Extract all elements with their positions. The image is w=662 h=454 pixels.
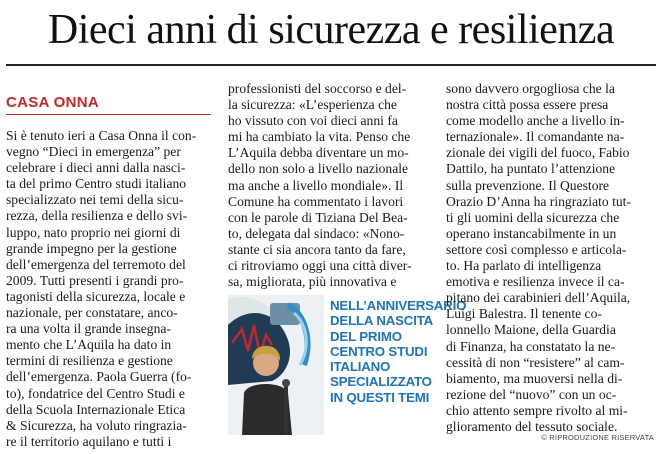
text-line: & Sicurezza, ha voluto ringrazia- [6, 417, 187, 433]
headline-rule [6, 64, 656, 66]
text-line: ternazionale». Il comandante na- [446, 129, 625, 145]
text-line: sulla prevenzione. Il Questore [446, 177, 610, 193]
text-line: rezione del “nuovo” con un oc- [446, 386, 617, 402]
text-line: pitano dei carabinieri dell’Aquila, [446, 290, 631, 306]
text-line: sa, migliorata, più innovativa e [228, 274, 397, 290]
text-line: professionisti del soccorso e del- [228, 81, 407, 96]
text-line: della Scuola Internazionale Etica [6, 401, 186, 417]
text-line: grande impegno per la gestione [6, 240, 177, 256]
pull-quote-line: DEL PRIMO [330, 328, 402, 344]
text-line: termini di resilienza e gestione [6, 353, 173, 369]
text-line: ho vissuto con voi dieci anni fa [228, 113, 398, 129]
pull-quote [330, 298, 467, 405]
text-line: glioramento del tessuto sociale. [446, 418, 618, 434]
text-line: ti gli uomini della sicurezza che [446, 209, 620, 225]
text-line: mento che L’Aquila ha dato in [6, 337, 172, 353]
text-line: dello non solo a livello nazionale [228, 161, 409, 177]
pull-quote-line: SPECIALIZZATO [330, 374, 432, 390]
text-line: settore così complesso e articola- [446, 241, 627, 257]
text-line: L’Aquila debba diventare un mo- [228, 145, 409, 161]
text-line: lonnello Maione, della Guardia [446, 322, 616, 338]
text-line: ci ritroviamo oggi una città diver- [228, 258, 412, 274]
text-line: operano instancabilmente in un [446, 225, 617, 241]
text-line: mi ha cambiato la vita. Penso che [228, 129, 411, 145]
section-kicker: CASA ONNA [6, 94, 99, 111]
text-line: sono davvero orgogliosa che la [446, 81, 615, 96]
text-line: ma anche a livello mondiale». Il [228, 177, 404, 193]
text-line: come modello anche a livello in- [446, 113, 625, 129]
text-line: specializzato nei temi della sicu- [6, 192, 184, 208]
text-line: cessità di non “resistere” al cam- [446, 354, 625, 370]
text-line: Si è tenuto ieri a Casa Onna il con- [6, 128, 197, 143]
text-line: la sicurezza: «L’esperienza che [228, 97, 397, 113]
kicker-rule [6, 114, 211, 115]
text-line: stante ci sia ancora tanto da fare, [228, 241, 406, 257]
article-column-1 [6, 128, 213, 450]
text-line: Comune ha commentato i lavori [228, 193, 404, 209]
text-line: celebrare i dieci anni dalla nasci- [6, 160, 186, 176]
copyright-notice: © RIPRODUZIONE RISERVATA [541, 433, 654, 442]
text-line: dell’emergenza. Paola Guerra (fo- [6, 369, 192, 385]
text-line: ta del primo Centro studi italiano [6, 176, 187, 192]
headline: Dieci anni di sicurezza e resilienza [47, 7, 615, 53]
article-column-2 [228, 81, 438, 290]
speaker-photo [228, 295, 324, 435]
text-line: nazionale, per constatare, anco- [6, 305, 178, 321]
text-line: dell’emergenza del terremoto del [6, 256, 186, 272]
text-line: biamento, ma muoversi nella di- [446, 370, 623, 386]
text-line: con le parole di Tiziana Del Bea- [228, 209, 408, 225]
text-line: emotiva e resilienza invece il ca- [446, 274, 625, 290]
speaker-photo-illustration [228, 295, 324, 435]
text-line: zionale dei vigili del fuoco, Fabio [446, 145, 630, 161]
text-line: di Finanza, ha constatato la ne- [446, 338, 616, 354]
text-line: Luigi Balestra. Il tenente co- [446, 306, 602, 322]
pull-quote-line: DELLA NASCITA [330, 313, 434, 329]
pull-quote-line: NELL’ANNIVERSARIO [330, 298, 467, 313]
text-line: tagonisti della sicurezza, locale e [6, 288, 186, 304]
text-line: 2009. Tutti presenti i grandi pro- [6, 272, 184, 288]
text-line: vegno “Dieci in emergenza” per [6, 144, 181, 160]
text-line: nostra città possa essere presa [446, 97, 609, 113]
text-line: to. Ha parlato di intelligenza [446, 258, 602, 274]
text-line: chio attento sempre rivolto al mi- [446, 402, 628, 418]
text-line: rezza, della resilienza e dello svi- [6, 208, 188, 224]
pull-quote-line: ITALIANO [330, 359, 391, 375]
text-line: luppo, nato proprio nei giorni di [6, 224, 181, 240]
text-line: Dattilo, ha puntato l’attenzione [446, 161, 616, 177]
text-line: to, delegata dal sindaco: «Nono- [228, 225, 405, 241]
text-line: Orazio D’Anna ha ringraziato tut- [446, 193, 631, 209]
text-line: ra una volta il grande insegna- [6, 321, 171, 337]
article-column-3 [446, 81, 658, 435]
text-line: to), fondatrice del Centro Studi e [6, 385, 185, 401]
text-line: re il territorio aquilano e tutti i [6, 433, 172, 449]
pull-quote-line: CENTRO STUDI [330, 343, 428, 359]
pull-quote-line: IN QUESTI TEMI [330, 389, 430, 405]
